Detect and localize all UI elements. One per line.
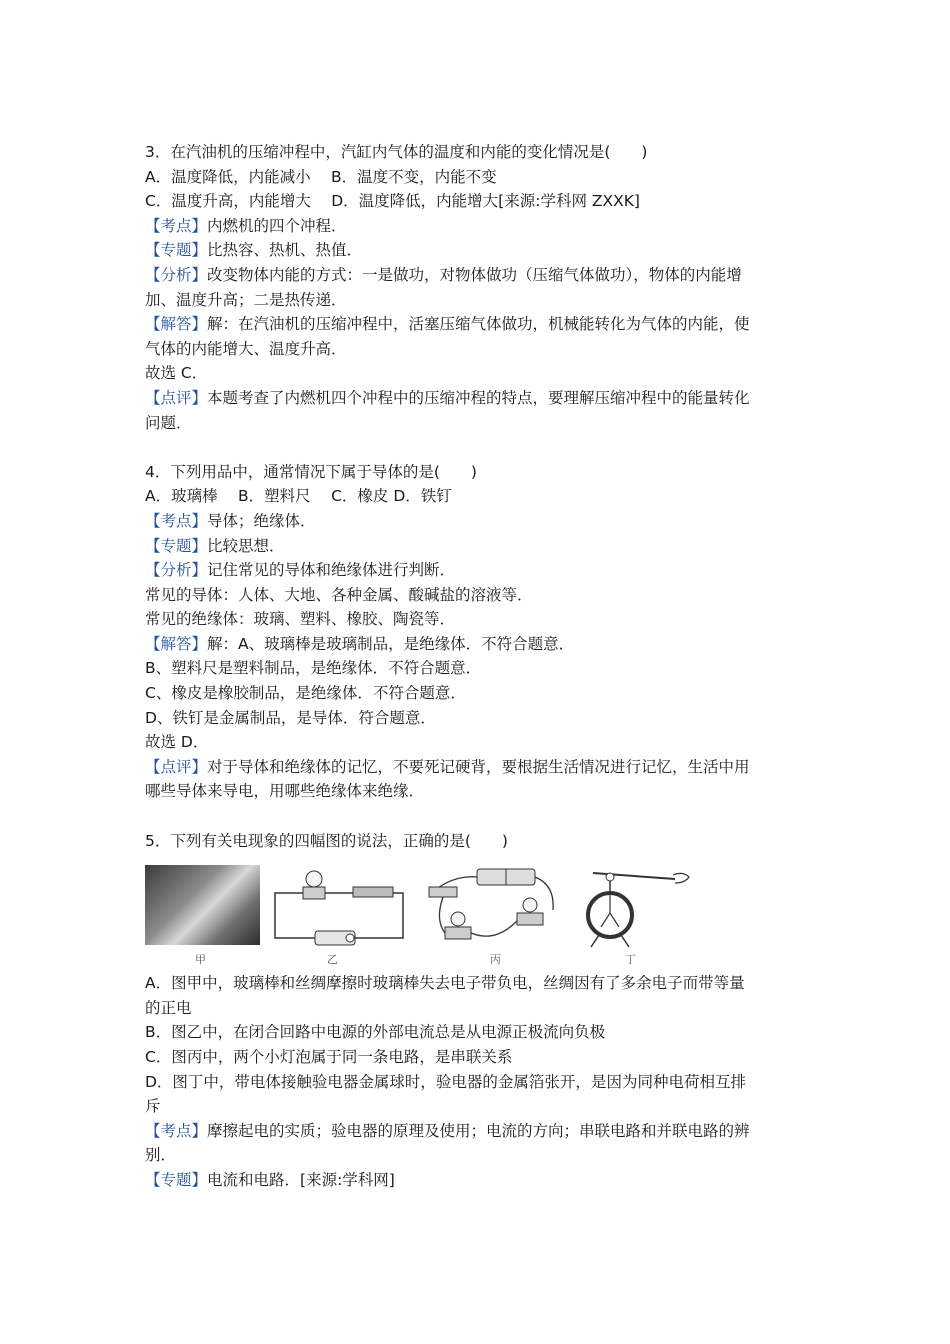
q3-dianping-text-2: 问题． xyxy=(145,413,192,432)
q4-conductors: 常见的导体：人体、大地、各种金属、酸碱盐的溶液等． xyxy=(145,585,533,604)
q3-kaodian xyxy=(145,214,805,239)
kaodian-tag: 【考点】 xyxy=(145,216,208,235)
q4-fenxi-text: 记住常见的导体和绝缘体进行判断． xyxy=(207,561,456,580)
q4-zhuanti-text: 比较思想． xyxy=(207,536,285,555)
q5-kaodian-text-2: 别． xyxy=(145,1146,177,1165)
q5-option-c: C．图丙中，两个小灯泡属于同一条电路，是串联关系 xyxy=(145,1048,513,1066)
q3-zhuanti xyxy=(145,238,805,263)
q4-insulators: 常见的绝缘体：玻璃、塑料、橡胶、陶瓷等． xyxy=(145,610,456,629)
q4-jieda xyxy=(145,632,805,657)
figure-jia-caption: 甲 xyxy=(195,953,206,967)
q4-kaodian-text: 导体；绝缘体． xyxy=(207,511,316,530)
q5-zhuanti xyxy=(145,1168,805,1193)
q3-answer: 故选 C． xyxy=(145,364,208,383)
q3-options-cd: C．温度升高，内能增大 D．温度降低，内能增大[来源:学科网 ZXXK] xyxy=(145,192,640,211)
q4-dianping-text-1: 对于导体和绝缘体的记忆，不要死记硬背，要根据生活情况进行记忆，生活中用 xyxy=(207,757,750,776)
dianping-tag: 【点评】 xyxy=(145,388,208,407)
q3-jieda-text-2: 气体的内能增大、温度升高． xyxy=(145,339,347,358)
kaodian-tag: 【考点】 xyxy=(145,1121,208,1140)
figure-yi-caption: 乙 xyxy=(327,953,338,967)
q3-fenxi xyxy=(145,263,805,288)
figure-ding-electroscope xyxy=(575,865,705,950)
q3-kaodian-text: 内燃机的四个冲程． xyxy=(207,216,347,235)
q5-option-d-2: 斥 xyxy=(145,1097,161,1116)
q4-dianping-text-2: 哪些导体来导电，用哪些绝缘体来绝缘． xyxy=(145,782,425,801)
figure-jia-photo xyxy=(145,865,260,945)
figure-yi-circuit xyxy=(265,865,413,950)
q3-jieda-text-1: 解：在汽油机的压缩冲程中，活塞压缩气体做功，机械能转化为气体的内能，使 xyxy=(207,315,750,334)
q5-kaodian-text-1: 摩擦起电的实质；验电器的原理及使用；电流的方向；串联电路和并联电路的辨 xyxy=(207,1121,750,1140)
dianping-tag: 【点评】 xyxy=(145,757,208,776)
q4-question: 4．下列用品中，通常情况下属于导体的是( ) xyxy=(145,462,477,481)
q3-question: 3．在汽油机的压缩冲程中，汽缸内气体的温度和内能的变化情况是( ) xyxy=(145,143,648,161)
q3-dianping-text-1: 本题考查了内燃机四个冲程中的压缩冲程的特点，要理解压缩冲程中的能量转化 xyxy=(207,388,750,407)
q3-fenxi-text-1: 改变物体内能的方式：一是做功，对物体做功（压缩气体做功），物体的内能增 xyxy=(207,265,742,284)
zhuanti-tag: 【专题】 xyxy=(145,241,208,260)
figure-bing-caption: 丙 xyxy=(490,953,501,967)
q4-dianping xyxy=(145,755,805,780)
q5-option-d-1: D．图丁中，带电体接触验电器金属球时，验电器的金属箔张开，是因为同种电荷相互排 xyxy=(145,1072,746,1091)
document-page xyxy=(145,140,805,1193)
q5-figure-row xyxy=(145,865,805,965)
q5-option-a-2: 的正电 xyxy=(145,998,192,1017)
q5-zhuanti-text: 电流和电路．[来源:学科网] xyxy=(207,1170,395,1189)
q3-options-ab: A．温度降低，内能减小 B．温度不变，内能不变 xyxy=(145,167,497,186)
q4-jieda-a: 解：A、玻璃棒是玻璃制品，是绝缘体．不符合题意． xyxy=(207,634,575,653)
jieda-tag: 【解答】 xyxy=(145,315,208,334)
zhuanti-tag: 【专题】 xyxy=(145,1170,208,1189)
q4-zhuanti xyxy=(145,534,805,559)
figure-bing-circuit xyxy=(425,865,565,950)
q5-option-b: B．图乙中，在闭合回路中电源的外部电流总是从电源正极流向负极 xyxy=(145,1023,606,1042)
q3-jieda xyxy=(145,312,805,337)
q4-fenxi xyxy=(145,558,805,583)
q5-kaodian xyxy=(145,1119,805,1144)
q4-options: A．玻璃棒 B．塑料尺 C．橡皮 D．铁钉 xyxy=(145,487,452,506)
kaodian-tag: 【考点】 xyxy=(145,511,208,530)
figure-ding-caption: 丁 xyxy=(625,953,636,967)
q5-question: 5．下列有关电现象的四幅图的说法，正确的是( ) xyxy=(145,831,508,850)
zhuanti-tag: 【专题】 xyxy=(145,536,208,555)
q3-dianping xyxy=(145,386,805,411)
q4-jieda-b: B、塑料尺是塑料制品，是绝缘体．不符合题意． xyxy=(145,659,482,678)
fenxi-tag: 【分析】 xyxy=(145,265,208,284)
q5-option-a-1: A．图甲中，玻璃棒和丝绸摩擦时玻璃棒失去电子带负电，丝绸因有了多余电子而带等量 xyxy=(145,974,745,993)
q4-jieda-c: C、橡皮是橡胶制品，是绝缘体．不符合题意． xyxy=(145,684,466,703)
fenxi-tag: 【分析】 xyxy=(145,561,208,580)
jieda-tag: 【解答】 xyxy=(145,634,208,653)
q4-answer: 故选 D． xyxy=(145,733,209,752)
q4-jieda-d: D、铁钉是金属制品，是导体．符合题意． xyxy=(145,708,436,727)
q3-fenxi-text-2: 加、温度升高；二是热传递． xyxy=(145,290,347,309)
q4-kaodian xyxy=(145,509,805,534)
q3-zhuanti-text: 比热容、热机、热值． xyxy=(207,241,363,260)
